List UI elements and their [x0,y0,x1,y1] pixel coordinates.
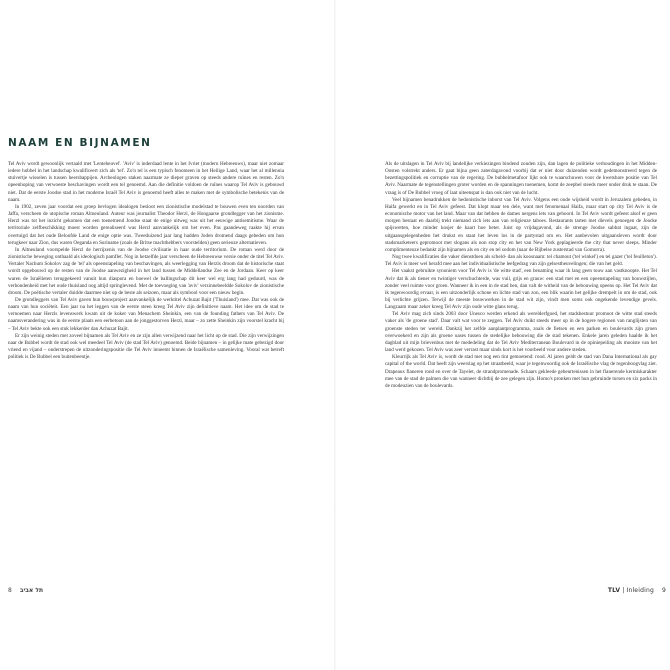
running-title-hebrew: תל אביב [19,587,44,594]
page-number: 8 [8,587,12,594]
paragraph: De grondleggers van Tel Aviv gaven hun bouwproject aanvankelijk de werktitel Achuzat Bajit ('Thuisland') mee. Dat was ook de naam van hun sociëteit. Een jaar na het leggen van de eerste steen kreeg Tel Aviv zijn definitieve naam. Het idee om de stad te vernoemen naar Herzls levenswerk kwam uit de koker van Menachem Sheinkin, een van de founding fathers van Tel Aviv. De naamsverandering was in de eerste plaats een eerbetoon aan de jonggestorven Herzl, maar – zo zette Sheinkin zijn voorstel kracht bij – Tel Aviv bekte ook een stuk lekkerder dan Achuzat Bajit. [8,296,284,332]
page-number: 9 [661,587,666,594]
page-gutter [334,0,336,670]
paragraph: Nog twee kwalificaties die vaker dienstdoen als scheld- dan als koosnaam: tel chamout ('tel winkel') en tel gazer ('tel feuilleton'). Tel Aviv is meer wel herafd mee aan het individualistische leefgedrag van zijn gelsestheuvelingen; die van het geld. [385,254,657,268]
paragraph: Als de uitslagen in Tel Aviv bij landelijke verkiezingen bindend zouden zijn, dan lagen de politieke verhoudingen in het Midden-Oosten volstrekt anders. Er gaat bijna geen zaterdagavond voorbij dat er niet door duizenden wordt gedemonstreerd tegen de bezettingspolitiek en corruptie van de regering. De bubbelmetafoor lijkt ook te waarschuwen voor de kwetsbare positie van Tel Aviv. Naarmate de tegenstellingen groter worden en de spanningen toenemen, komt de zeepbel steeds meer onder druk te staan. De vraag is of De Bubbel vroeg of laat uiteenspat is dan ook niet van de lucht. [385,161,657,196]
paragraph: Tel Aviv mag zich sinds 2003 door Unesco werden erkend als werelderfgoed, het stadsbestuur promoot de witte stad steeds vaker als 'de groene stad'. Daar valt wat voor te zeggen. Tel Aviv duikt steeds meer op in de hogere regionen van ranglijsten van groenste steden ter wereld. Dankzij het zelfde aanplantprogramma, zoals de fietsen en een parken en boulevards zijn groen overwoekerd en zijn als groene oases tussen de stedelijke bebouwing die de stad tekenen. Enkele jaren geleden haalde ik het dagblad uit mijn brievenbus met de mededeling dat de Tel Aviv Mediterranean Boulevard in de opiniepeiling als mooiste van het land werd gekozen. Tel Aviv was zeer verrast maar sinds kort is het voorbeeld voor andere steden. [385,311,657,354]
right-text-column [385,161,657,390]
left-page-footer [8,587,43,594]
running-title-brand: TLV [607,587,621,594]
paragraph: Het vaakst gebruikte synoniem voor Tel Aviv is 'de witte stad', een benaming waar ik lang geen touw aan vastknoopte. Het Tel Aviv dat ik als tiener en twintiger verschuchterde, was vuil, grijs en grauw: een stad met en een opeenstapeling van bouwstijlen, zonder veel ruimte voor groen. Wanneer ik in een in de stad ben, dan valt de witheid van de bebouwing opeens op. Het Tel Aviv dat ik tegenwoordig ervaar, is een uitzonderlijk schone en lichte stad van zon, een blik waarin het gelijke drempelt in om de stad, ook bij verlichte grijzen. Terwijl de meeste bouwwerken in de stad wit zijn, vindt men soms ook ongekende levendige gevels. Langzaam maar zeker kreeg Tel Aviv zijn oude witte glans terug. [385,268,657,311]
running-title-section: Inleiding [626,587,654,594]
paragraph: Kleurrijk als Tel Aviv is, wordt de stad met nog een tint gemoetend: rood. Al jaren geldt de stad van Dana International als gay capital of the world. Dat heeft zijn weerslag op het straatbeeld, waar je tegenwoordig ook de Israëlische vlag de regenboogvlag ziet. Drapeaux flaneren rond en over de Tayelet, de strandpromenade. Schaars gekleede gebeurtenissen in het flanerende kermiskarakter mee van de stad de palmen die van wanneer dichtbij de zee gelegen zijn. Homo's pronken met hun gebruinde torsen en six packs in de modeuzien van de boulevards. [385,354,657,389]
paragraph: Tel Aviv wordt gewoonlijk vertaald met 'Lenteheuvel'. 'Aviv' is inderdaad lente in het Ivriet (modern Hebreeuws), maar niet zomaar iedere hobbel in het landschap kwalificeert zich als 'tel'. Zo'n tel is een typisch fenomeen in het Heilige Land, waar het al millennia stuivertje wisselen is tussen heersbappijen. Archeologen staken naarmate ze dieper graven op steeds andere ruïnes en resten. Zo'n opeenhoping van verwoeste beschavingen wordt een tel genoemd. Aan die definitie voldoen de ruïnes waarop Tel Aviv is gebouwd niet. Dat de eerste Joodse stad in het moderne Israël Tel Aviv is genoemd heeft alles te maken met de symbolische betekenis van de naam. [8,161,284,203]
paragraph: In 1902, zeven jaar voordat een groep bevlogen idealogen besloot een zionistische modelstad te bouwen even ten noorden van Jaffa, verscheen de utopische roman Altneuland. Auteur was journalist Theodor Herzl, de Hongaarse grondlegger van het zionisme. Herzl was tot het inzicht gekomen dat een toenemend Joodse staat de enige uitweg was uit het eeuwige antisemitisme. Waar de territoriale zelfbeschikking moest worden gerealiseerd was Herzl aanvankelijk om het even. Pas gaandeweg raakte hij ervan overtuigd dat het oude Beloofde Land de enige optie was. Tweeduizend jaar lang hadden Joden dromend daags gebeden om hun terugkeer naar Zion, dus waren Oeganda en Suriname (zoals de Britse machthebbers voorstelden) geen serieuze alternatieven. [8,203,284,246]
paragraph: In Altneuland voorspelde Herzl de herrijzenis van de Joodse civilisatie in haar oude territorium. De roman werd door de zionistische beweging onthaald als ideologisch pamflet. Nog in hetzelfde jaar verscheen de Hebreeuwse versie onder de titel Tel Aviv. Vertaler Nachum Sokolov zag de 'tel' als opeenstapeling van beschavingen, als weerlegging van Herzls droom dat de historische staat wordt opgebouwd op de resten van de Joodse aanwezigheid in het land tussen de Middellandse Zee en de Jordaan. Keer op keer waren de Israëlieten teruggekeerd vanuit hun diaspora en hoewel de ballingschap dit keer wel erg lang had geduurd, was de verbondenheid met het oude thuisland nog altijd springlevend. Met de toevoeging van 'aviv' verzinnebeeldde Sokolov de zionistische droom. De poëtische vertaler duidde daarmee niet op de beste als seizoen, maar als symbool voor een nieuw begin. [8,246,284,296]
right-page-footer [608,587,666,594]
paragraph: Veel bijnamen benadrukken de hedonistische inborst van Tel Aviv. Volgens een oude wijsheid wordt in Jeruzalem gebeden, in Haifa gewerkt en in Tel Aviv gefeest. Dat klopt maar ten dele, want met fenomenaal Haifa, maar start op city Tel Aviv is de economische motor van het land. Maar van dat hebben de dames nergens lets van gehoord. In Tel Aviv wordt gefeest alsof er geen morgen bestaat en daarbij trekt niemand zich iets aan van religieuze taboes. Restaurants tarten met dievels genoegen de Joodse spijswetten, hoe minder kosjer de kaart hoe beter. Juist op vrijdagavond, als de strenge Joodse sabbat ingaat, zijn de uitgaansgelegenheden het drukst en staat het leven los in de partystad om en. Het aanbevolen uitgaansleven wordt door stadsmarketeers gepromoot met slogans als non stop city en het van New York geplagieerde the city that never sleeps. Minder complimenteuze bedankt zijn bijnamen als en city en tel sodom (naar de Bijbelse zusterstad van Gomorra). [385,196,657,253]
paragraph: Er zijn weinig steden met zoveel bijnamen als Tel Aviv en ze zijn allen verwijzend naar het licht op de stad. Die zijn verwijzingen naar de Bubbel wordt de stad ook wel meedeel Tel Aviv (de stad Tel Aviv) genoemd. Beide bijnamen – in gelijke mate gebezigd door vriend en vijand – onderstrepen de uitzonderingspositie die Tel Aviv inneemt binnen de Israëlische samenleving. Vooral wat betreft politiek is De Bubbel een buitenbeentje. [8,332,284,361]
footer-separator: | [622,587,625,594]
left-text-column [8,161,284,361]
section-heading: NAAM EN BIJNAMEN [8,137,152,149]
